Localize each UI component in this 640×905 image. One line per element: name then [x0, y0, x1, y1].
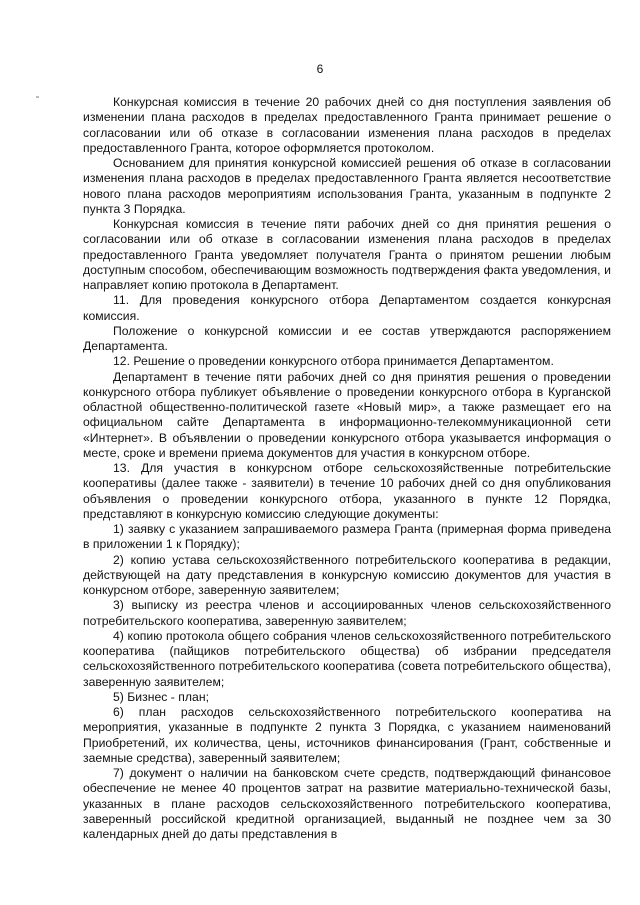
paragraph-notification: Конкурсная комиссия в течение пяти рабочих дней со дня принятия решения о согласовании или об отказе в согласовании изменения плана расходов в пределах предоставленного Гранта уведомляет получателя Гранта о принятом решении любым доступным способом, обеспечивающим возможность подтверждения факта уведомления, и направляет копию протокола в Департамент. — [83, 217, 611, 292]
list-item-2-charter-copy: 2) копию устава сельскохозяйственного потребительского кооператива в редакции, действующей на дату представления в конкурсную комиссию документов для участия в конкурсном отборе, заверенную заявителем; — [83, 552, 611, 597]
list-item-5-business-plan: 5) Бизнес - план; — [113, 689, 209, 704]
paragraph-item-12: 12. Решение о проведении конкурсного отбора принимается Департаментом. — [113, 354, 554, 369]
list-item-1-application: 1) заявку с указанием запрашиваемого размера Гранта (примерная форма приведена в приложении 1 к Порядку); — [83, 522, 611, 552]
list-item-7-bank-document: 7) документ о наличии на банковском счете средств, подтверждающий финансовое обеспечение не менее 40 процентов затрат на развитие материально-технической базы, указанных в плане расходов сельскохозяйственного потребительского кооператива, заверенный российской кредитной организацией, выданный не позднее чем за 30 календарных дней до даты представления в — [83, 766, 611, 841]
list-item-6-expense-plan: 6) план расходов сельскохозяйственного потребительского кооператива на мероприятия, указанные в подпункте 2 пункта 3 Порядка, с указанием наименований Приобретений, их количества, цены, источников финансирования (Грант, собственные и заемные средства), заверенный заявителем; — [83, 705, 611, 765]
paragraph-item-13: 13. Для участия в конкурсном отборе сельскохозяйственные потребительские кооперативы (далее также - заявители) в течение 10 рабочих дней со дня опубликования объявления о проведении конкурсного отбора, указанного в пункте 12 Порядка, представляют в конкурсную комиссию следующие документы: — [83, 461, 611, 521]
paragraph-item-11: 11. Для проведения конкурсного отбора Департаментом создается конкурсная комиссия. — [83, 293, 611, 323]
margin-mark — [36, 96, 39, 98]
list-item-4-meeting-minutes: 4) копию протокола общего собрания членов сельскохозяйственного потребительского кооператива (пайщиков потребительского общества) об избрании председателя сельскохозяйственного потребительского кооператива (совета потребительского общества), заверенную заявителем; — [83, 628, 611, 689]
document-body — [83, 95, 611, 842]
paragraph-commission-decision-term: Конкурсная комиссия в течение 20 рабочих дней со дня поступления заявления об изменении плана расходов в пределах предоставленного Гранта принимает решение о согласовании или об отказе в согласовании изменения плана расходов в пределах предоставленного Гранта, которое оформляется протоколом. — [83, 95, 611, 155]
paragraph-commission-regulation: Положение о конкурсной комиссии и ее состав утверждаются распоряжением Департамента. — [83, 323, 611, 353]
paragraph-refusal-grounds: Основанием для принятия конкурсной комиссией решения об отказе в согласовании изменения плана расходов в пределах предоставленного Гранта является несоответствие нового плана расходов мероприятиям использования Гранта, указанным в подпункте 2 пункта 3 Порядка. — [83, 156, 611, 216]
paragraph-announcement: Департамент в течение пяти рабочих дней со дня принятия решения о проведении конкурсного отбора публикует объявление о проведении конкурсного отбора в Курганской областной общественно-политической газете «Новый мир», а также размещает его на официальном сайте Департамента в информационно-телекоммуникационной сети «Интернет». В объявлении о проведении конкурсного отбора указывается информация о месте, сроке и времени приема документов для участия в конкурсном отборе. — [83, 369, 611, 460]
page-number: 6 — [316, 62, 324, 76]
list-item-3-members-register: 3) выписку из реестра членов и ассоциированных членов сельскохозяйственного потребительского кооператива, заверенную заявителем; — [83, 598, 611, 628]
